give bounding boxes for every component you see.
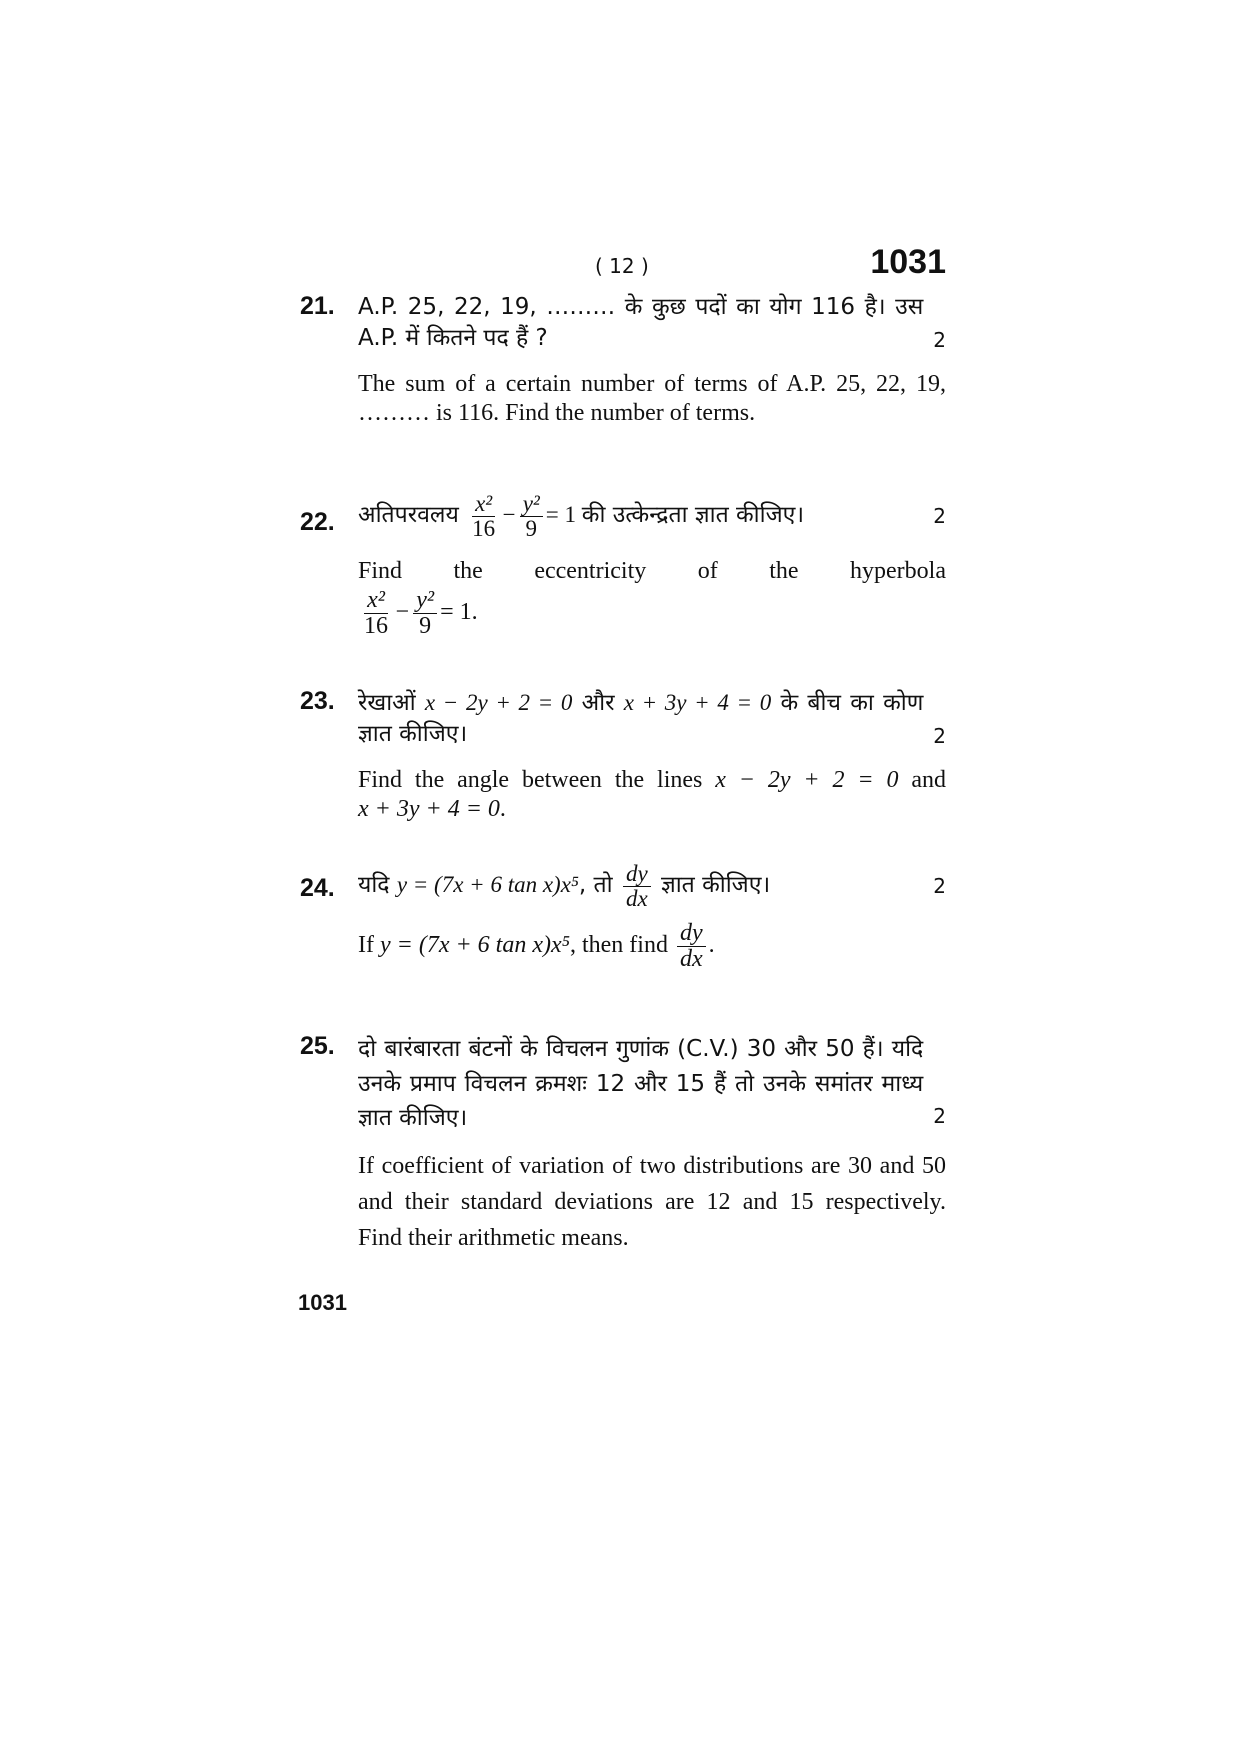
- question-english: If coefficient of variation of two distributions are 30 and 50 and their standard deviations are 12 and 15 respectively. Find their arithmetic means.: [358, 1152, 946, 1251]
- question-number: 21.: [300, 292, 335, 320]
- fraction-denominator: 9: [419, 613, 432, 640]
- minus-sign: −: [501, 501, 517, 527]
- fraction-denominator: 16: [364, 613, 388, 640]
- page-number: ( 12 ): [595, 254, 649, 278]
- derivative-numerator: dy: [623, 862, 651, 887]
- question-english-and: and: [911, 767, 947, 794]
- fraction-numerator: y²: [413, 588, 437, 614]
- function-equation: y = (7x + 6 tan x)x⁵: [396, 871, 579, 897]
- paper-code-header: 1031: [870, 243, 946, 281]
- period: .: [499, 795, 506, 822]
- equals-one: = 1: [545, 501, 577, 527]
- question-hindi-pre: अतिपरवलय: [358, 501, 459, 528]
- question-number: 24.: [300, 874, 335, 902]
- question-hindi-post: की उत्केन्द्रता ज्ञात कीजिए।: [581, 501, 805, 528]
- question-english-pre: Find the angle between the lines: [358, 767, 703, 794]
- question-hindi: A.P. 25, 22, 19, ……… के कुछ पदों का योग 116 है। उस A.P. में कितने पद हैं ?: [358, 294, 924, 352]
- hyperbola-equation: [466, 491, 582, 542]
- fraction-numerator: x²: [364, 588, 388, 614]
- period: .: [708, 932, 715, 959]
- fraction-numerator: x²: [472, 492, 495, 517]
- question-english-pre: If: [358, 932, 374, 959]
- line-equation-1: x − 2y + 2 = 0: [424, 690, 573, 715]
- question-english: The sum of a certain number of terms of A.P. 25, 22, 19, ……… is 116. Find the number of terms.: [358, 371, 946, 426]
- fraction-denominator: 9: [525, 516, 537, 542]
- derivative-denominator: dx: [679, 946, 703, 973]
- question-24: [300, 862, 946, 973]
- fraction-denominator: 16: [472, 516, 496, 542]
- question-hindi-mid: और: [581, 690, 615, 716]
- marks: 2: [933, 874, 946, 899]
- question-english-pre: Find the eccentricity of the hyperbola: [358, 558, 946, 585]
- question-21: [300, 292, 946, 428]
- question-hindi-post: के बीच का कोण ज्ञात कीजिए।: [358, 690, 924, 748]
- question-number: 22.: [300, 508, 335, 536]
- marks: 2: [933, 1103, 946, 1128]
- question-english-mid: , then find: [569, 932, 668, 959]
- question-hindi-pre: यदि: [358, 871, 390, 898]
- question-hindi: दो बारंबारता बंटनों के विचलन गुणांक (C.V.) 30 और 50 हैं। यदि उनके प्रमाप विचलन क्रमशः 12 और 15 हैं तो उनके समांतर माध्य ज्ञात कीजिए।: [358, 1036, 924, 1131]
- line-equation-1: x − 2y + 2 = 0: [715, 767, 899, 794]
- line-equation-2: x + 3y + 4 = 0: [358, 795, 500, 822]
- question-22: [300, 492, 946, 639]
- marks: 2: [933, 724, 946, 749]
- question-hindi-post: ज्ञात कीजिए।: [660, 871, 771, 898]
- minus-sign: −: [394, 599, 411, 626]
- paper-code-footer: 1031: [298, 1290, 347, 1315]
- derivative-numerator: dy: [677, 921, 706, 947]
- question-23: [300, 687, 946, 824]
- question-25: [300, 1032, 946, 1256]
- question-english-equation: [358, 588, 946, 639]
- question-hindi-then: , तो: [578, 871, 613, 898]
- equals-one: = 1: [440, 599, 472, 626]
- derivative-denominator: dx: [625, 886, 648, 912]
- function-equation: y = (7x + 6 tan x)x⁵: [379, 932, 570, 959]
- fraction-numerator: y²: [520, 492, 543, 517]
- question-number: 25.: [300, 1032, 335, 1060]
- period: .: [471, 599, 478, 626]
- question-number: 23.: [300, 687, 335, 715]
- marks: 2: [933, 328, 946, 353]
- question-hindi-pre: रेखाओं: [358, 690, 416, 716]
- marks: 2: [933, 504, 946, 529]
- line-equation-2: x + 3y + 4 = 0: [623, 690, 772, 715]
